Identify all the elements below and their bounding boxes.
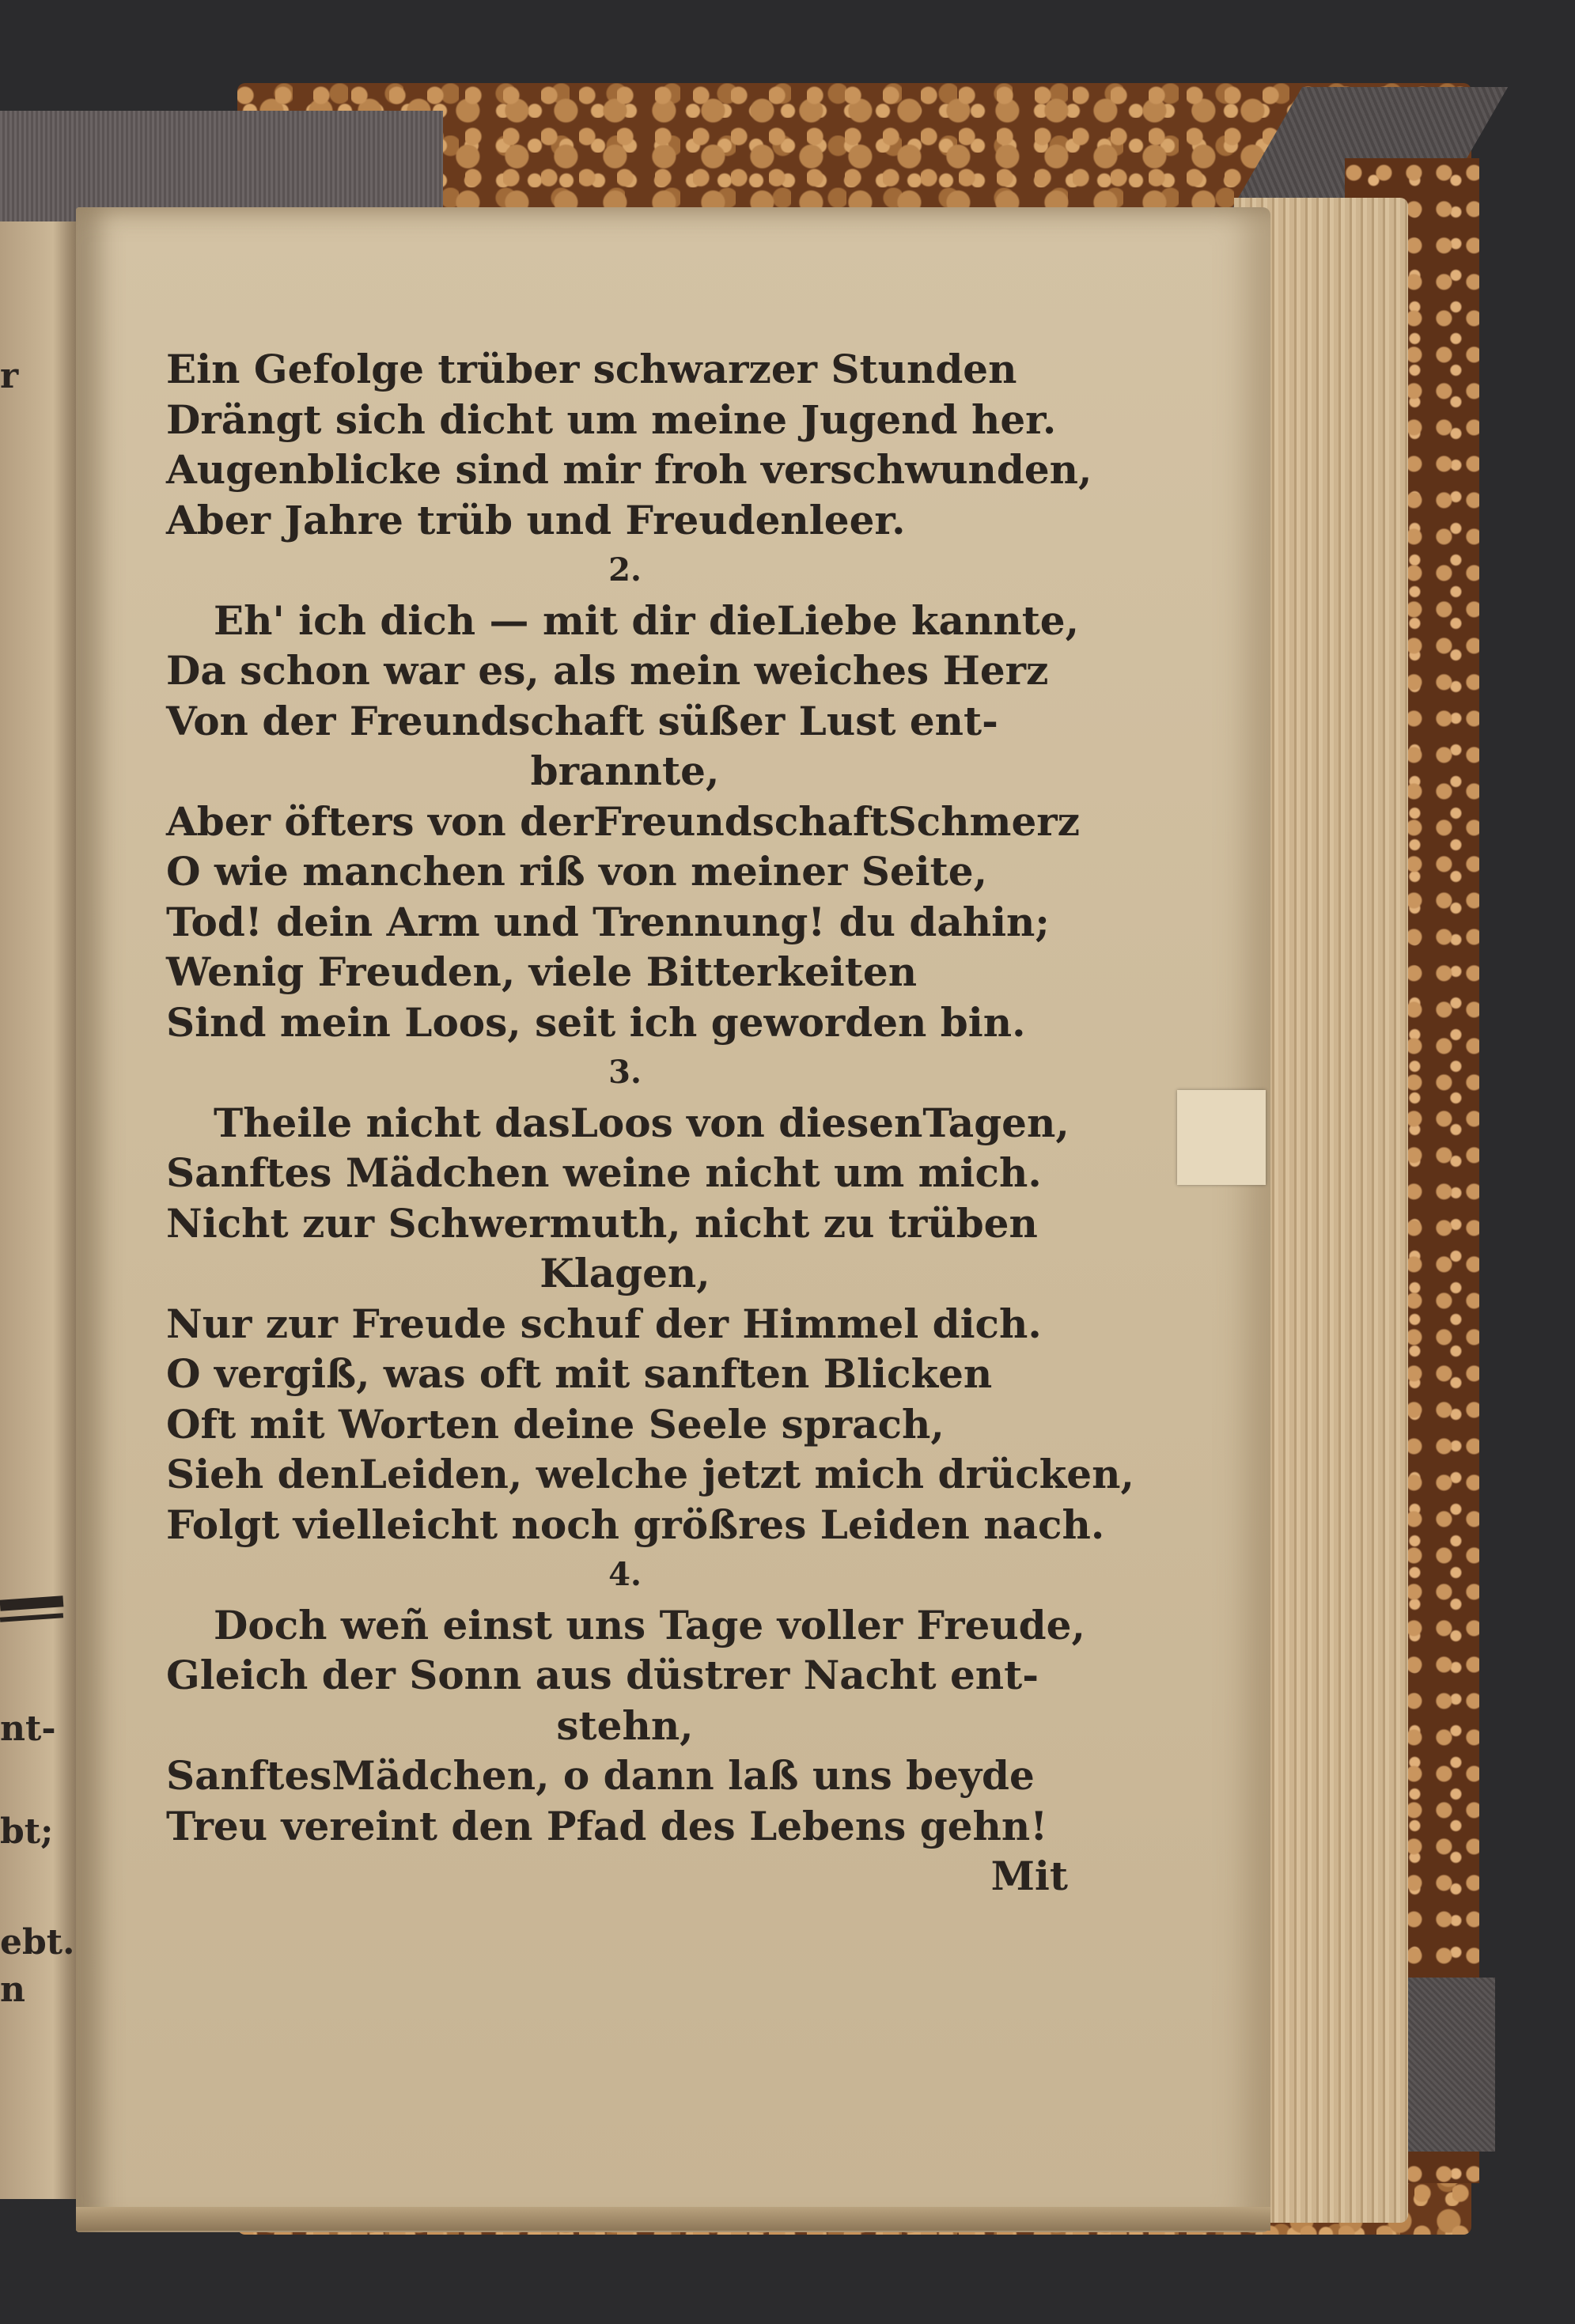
verse-line: stehn,	[556, 1701, 694, 1749]
verse-line: Klagen,	[540, 1250, 710, 1296]
left-page-rule	[0, 1613, 63, 1622]
verse-line: Sieh denLeiden, welche jetzt mich drücken,	[166, 1451, 1134, 1497]
verse-line: Gleich der Sonn aus düstrer Nacht ent-	[166, 1652, 1039, 1698]
left-page-fragment: bt;	[0, 1811, 54, 1852]
verse-line: Nicht zur Schwermuth, nicht zu trüben	[166, 1199, 1038, 1247]
stanza-number: 4.	[608, 1556, 642, 1593]
verse-line: Theile nicht dasLoos von diesenTagen,	[214, 1099, 1070, 1146]
paper-slip	[1177, 1090, 1266, 1185]
verse-line: Eh' ich dich — mit dir dieLiebe kannte,	[214, 596, 1080, 644]
verse-line: Aber öfters von derFreundschaftSchmerz	[166, 797, 1081, 845]
left-page-fragment: ebt.	[0, 1922, 75, 1963]
poem-text	[166, 344, 1134, 1902]
page-bottom-edge	[76, 2207, 1270, 2231]
verse-line: Tod! dein Arm und Trennung! du dahin;	[166, 898, 1050, 945]
left-page-edge	[0, 221, 76, 2199]
verse-line: Sanftes Mädchen weine nicht um mich.	[166, 1149, 1042, 1196]
verse-line: Nur zur Freude schuf der Himmel dich.	[166, 1300, 1042, 1347]
left-page-fragment: n	[0, 1970, 25, 2010]
left-page-fragment: nt-	[0, 1709, 56, 1749]
stanza-number: 2.	[608, 551, 642, 589]
verse-line: O vergiß, was oft mit sanften Blicken	[166, 1350, 993, 1397]
verse-line: Wenig Freuden, viele Bitterkeiten	[166, 948, 918, 995]
verse-line: Augenblicke sind mir froh verschwunden,	[166, 446, 1092, 493]
verse-line: Sind mein Loos, seit ich geworden bin.	[166, 998, 1026, 1046]
verse-line: Von der Freundschaft süßer Lust ent-	[166, 697, 998, 744]
verse-line: Folgt vielleicht noch größres Leiden nach.	[166, 1501, 1105, 1548]
catchword: Mit	[990, 1853, 1068, 1899]
verse-line: SanftesMädchen, o dann laß uns beyde	[166, 1752, 1035, 1799]
stanza-number: 3.	[608, 1054, 642, 1091]
verse-line: Aber Jahre trüb und Freudenleer.	[166, 496, 906, 543]
verse-line: Ein Gefolge trüber schwarzer Stunden	[166, 346, 1017, 392]
verse-line: Doch weñ einst uns Tage voller Freude,	[214, 1601, 1085, 1648]
cloth-corner-bottom	[1408, 1978, 1495, 2152]
left-page-fragment: r	[0, 356, 19, 396]
verse-line: Drängt sich dicht um meine Jugend her.	[166, 396, 1057, 443]
cloth-spine	[0, 111, 443, 221]
verse-line: Treu vereint den Pfad des Lebens gehn!	[166, 1802, 1048, 1849]
verse-line: Oft mit Worten deine Seele sprach,	[166, 1400, 945, 1448]
verse-line: brannte,	[530, 748, 720, 794]
verse-line: O wie manchen riß von meiner Seite,	[166, 848, 987, 895]
verse-line: Da schon war es, als mein weiches Herz	[166, 647, 1049, 694]
left-page-rule	[0, 1595, 63, 1611]
